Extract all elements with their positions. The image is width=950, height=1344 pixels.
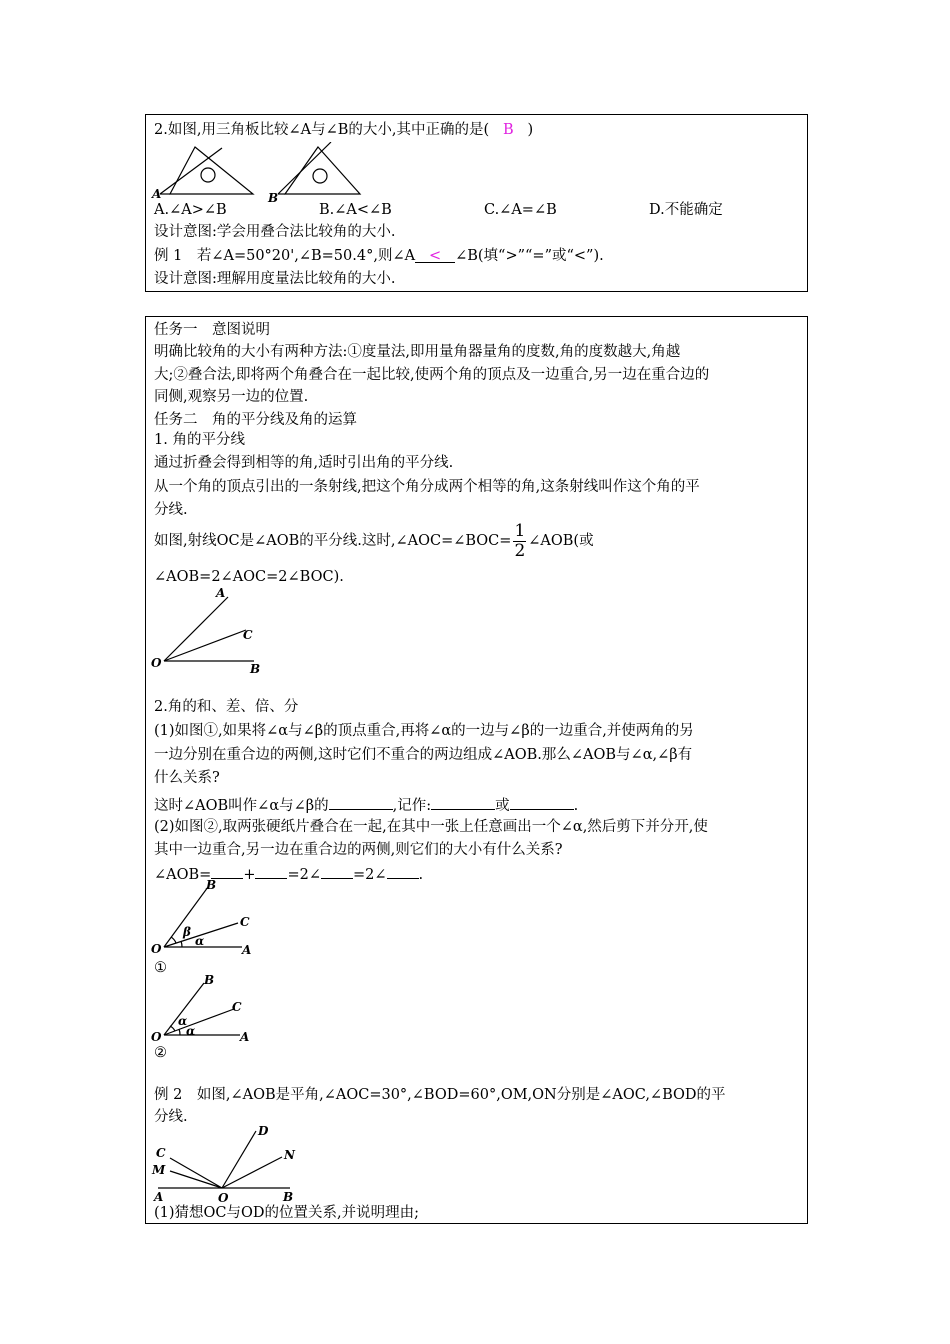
label-b: B bbox=[268, 191, 279, 202]
exercise-box bbox=[145, 114, 808, 292]
label-b: B bbox=[250, 662, 261, 676]
section-2-line-7: ∠AOB= + =2∠ =2∠ . bbox=[154, 862, 423, 885]
ray-oc bbox=[164, 630, 246, 661]
bisector-figure bbox=[150, 585, 270, 677]
label-o: O bbox=[151, 942, 162, 956]
blank-7[interactable] bbox=[387, 862, 419, 879]
label-a: A bbox=[242, 943, 252, 957]
section-1-line-1: 通过折叠会得到相等的角,适时引出角的平分线. bbox=[154, 455, 454, 471]
triangle-ruler-figure bbox=[150, 142, 390, 202]
question-2-stem: 2.如图,用三角板比较∠A与∠B的大小,其中正确的是( B ) bbox=[154, 122, 534, 138]
label-b: B bbox=[283, 1190, 294, 1203]
section-2-line-5: (2)如图②,取两张硬纸片叠合在一起,在其中一张上任意画出一个∠α,然后剪下并分开,使 bbox=[154, 819, 708, 835]
section-2-line-1: (1)如图①,如果将∠α与∠β的顶点重合,再将∠α的一边与∠β的一边重合,并使两角的另 bbox=[154, 723, 694, 739]
example-1: 例 1 若∠A=50°20',∠B=50.4°,则∠A < ∠B(填“>”“=”或“<”). bbox=[154, 248, 604, 264]
section-2-title: 2.角的和、差、倍、分 bbox=[154, 699, 299, 715]
label-c: C bbox=[232, 1000, 242, 1014]
blank-4[interactable] bbox=[211, 862, 243, 879]
example-1-answer: < bbox=[429, 248, 442, 264]
task-1-line-2: 大;②叠合法,即将两个角叠合在一起比较,使两个角的顶点及一边重合,另一边在重合边的 bbox=[154, 367, 710, 383]
triangle-b bbox=[285, 147, 360, 194]
angle-sum-figure-2 bbox=[150, 973, 260, 1053]
arc-alpha bbox=[181, 941, 182, 947]
label-c: C bbox=[156, 1146, 166, 1160]
bisector-formula-cont: ∠AOB=2∠AOC=2∠BOC). bbox=[154, 569, 344, 585]
label-a: A bbox=[216, 586, 226, 600]
lesson-box bbox=[145, 316, 808, 1224]
label-alpha-1: α bbox=[178, 1014, 188, 1028]
bisector-formula: 如图,射线OC是∠AOB的平分线.这时,∠AOC=∠BOC= $\frac{1}{2}$ ∠AOB(或 bbox=[154, 520, 594, 561]
blank-3[interactable] bbox=[510, 793, 574, 810]
straight-angle-figure bbox=[150, 1123, 300, 1203]
label-o: O bbox=[151, 1030, 162, 1044]
task-1-title: 任务一 意图说明 bbox=[154, 322, 270, 338]
question-2-answer: B bbox=[502, 122, 514, 138]
section-2-line-4: 这时∠AOB叫作∠α与∠β的 ,记作: 或 . bbox=[154, 793, 578, 816]
design-intent-2: 设计意图:理解用度量法比较角的大小. bbox=[154, 271, 396, 287]
label-c: C bbox=[243, 628, 253, 642]
label-o: O bbox=[151, 656, 162, 670]
arc-beta bbox=[171, 937, 176, 943]
section-2-line-3: 什么关系? bbox=[154, 770, 220, 786]
section-1-line-2: 从一个角的顶点引出的一条射线,把这个角分成两个相等的角,这条射线叫作这个角的平 bbox=[154, 479, 700, 495]
label-b: B bbox=[206, 879, 217, 892]
angle-b-side-2 bbox=[278, 142, 331, 194]
label-d: D bbox=[258, 1124, 269, 1138]
triangle-a bbox=[170, 147, 253, 194]
label-a: A bbox=[154, 1190, 164, 1203]
blank-6[interactable] bbox=[321, 862, 353, 879]
section-1-line-3: 分线. bbox=[154, 502, 188, 518]
section-1-title: 1. 角的平分线 bbox=[154, 432, 245, 448]
blank-1[interactable] bbox=[329, 793, 393, 810]
ray-oa bbox=[164, 597, 228, 661]
fraction-one-half: $\frac{1}{2}$ bbox=[514, 520, 526, 561]
blank-2[interactable] bbox=[431, 793, 495, 810]
section-2-line-6: 其中一边重合,另一边在重合边的两侧,则它们的大小有什么关系? bbox=[154, 842, 563, 858]
example-2-line-2: 分线. bbox=[154, 1109, 188, 1125]
arc-alpha-2 bbox=[170, 1026, 175, 1031]
triangle-a-hole bbox=[201, 168, 215, 182]
section-2-line-2: 一边分别在重合边的两侧,这时它们不重合的两边组成∠AOB.那么∠AOB与∠α,∠β有 bbox=[154, 747, 693, 763]
option-c: C.∠A=∠B bbox=[484, 202, 557, 218]
label-alpha: α bbox=[195, 934, 205, 948]
label-o: O bbox=[218, 1191, 229, 1203]
option-d: D.不能确定 bbox=[649, 202, 723, 218]
label-n: N bbox=[284, 1148, 295, 1162]
task-1-line-3: 同侧,观察另一边的位置. bbox=[154, 389, 309, 405]
design-intent-1: 设计意图:学会用叠合法比较角的大小. bbox=[154, 224, 396, 240]
label-c: C bbox=[240, 915, 250, 929]
example-2-line-1: 例 2 如图,∠AOB是平角,∠AOC=30°,∠BOD=60°,OM,ON分别是∠AOC,∠BOD的平 bbox=[154, 1087, 726, 1103]
figure-2-caption: ② bbox=[154, 1045, 167, 1061]
label-alpha-2: α bbox=[186, 1024, 196, 1038]
label-a: A bbox=[152, 187, 162, 201]
option-a: A.∠A>∠B bbox=[154, 202, 227, 218]
label-b: B bbox=[204, 973, 215, 987]
task-1-line-1: 明确比较角的大小有两种方法:①度量法,即用量角器量角的度数,角的度数越大,角越 bbox=[154, 344, 681, 360]
arc-alpha-1 bbox=[179, 1029, 180, 1035]
label-m: M bbox=[152, 1163, 166, 1177]
option-b: B.∠A<∠B bbox=[319, 202, 392, 218]
figure-1-caption: ① bbox=[154, 960, 167, 976]
label-a: A bbox=[240, 1030, 250, 1044]
example-2-question-1: (1)猜想OC与OD的位置关系,并说明理由; bbox=[154, 1205, 420, 1221]
label-beta: β bbox=[183, 925, 191, 939]
task-2-title: 任务二 角的平分线及角的运算 bbox=[154, 412, 357, 428]
triangle-b-hole bbox=[313, 169, 327, 183]
blank-5[interactable] bbox=[255, 862, 287, 879]
